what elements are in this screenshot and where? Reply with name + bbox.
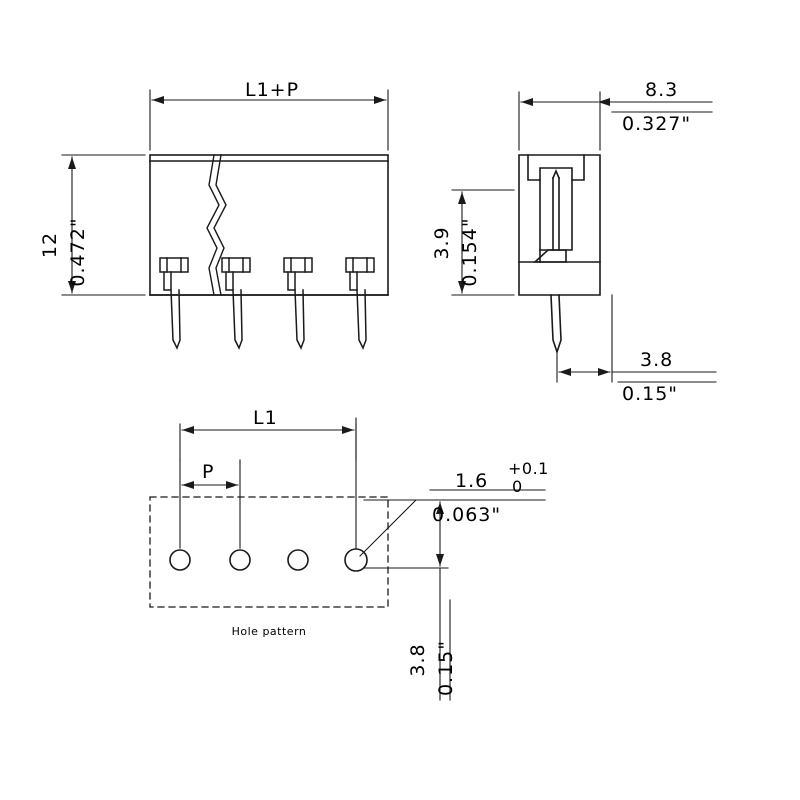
dim-front-width: L1+P [245,79,300,101]
dim-front-height-mm: 12 [39,231,61,259]
dim-hole-l1: L1 [253,407,278,429]
dim-side-pin-off-mm: 3.8 [640,349,674,371]
side-view [452,92,716,382]
hole-pattern-caption: Hole pattern [231,625,307,638]
front-view [62,90,388,348]
dim-hole-row-off-in: 0.15" [435,639,457,697]
dim-hole-pitch: P [202,461,215,483]
dim-hole-tol-plus: +0.1 [508,459,549,478]
dim-hole-dia-in: 0.063" [432,504,502,526]
dim-hole-row-off-mm: 3.8 [407,643,429,677]
dim-side-body-h-mm: 3.9 [431,226,453,260]
dim-side-body-h-in: 0.154" [459,217,481,287]
dim-side-depth-in: 0.327" [622,113,692,135]
dim-side-depth-mm: 8.3 [645,79,679,101]
dim-hole-dia-mm: 1.6 [455,470,489,492]
dim-side-pin-off-in: 0.15" [622,383,679,405]
dim-hole-tol-minus: 0 [512,477,523,496]
dim-front-height-in: 0.472" [67,217,89,287]
